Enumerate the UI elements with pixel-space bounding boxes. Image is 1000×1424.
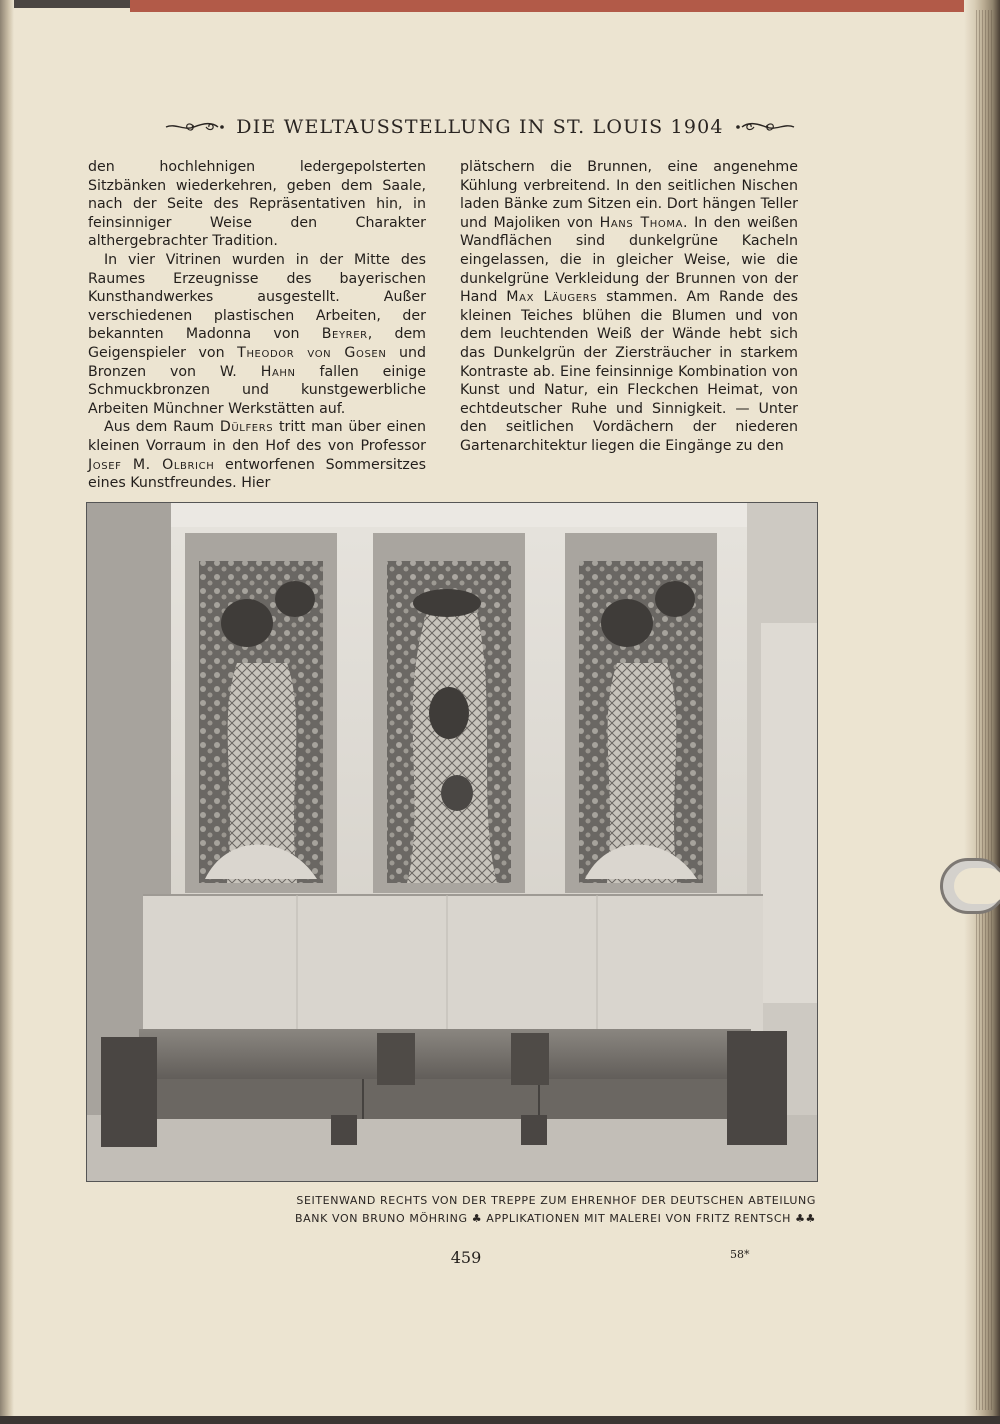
printer-signature: 58* xyxy=(730,1248,750,1261)
text-column-right xyxy=(460,158,798,456)
bottom-edge xyxy=(0,1416,1000,1424)
bookmark-clip-inner xyxy=(954,868,1000,904)
name-max-laeuger: Max Läugers xyxy=(506,289,598,306)
text-run: entworfenen Sommersitzes eines Kunstfreundes. Hier xyxy=(88,456,426,492)
running-head xyxy=(140,112,820,142)
running-head-title: DIE WELTAUSSTELLUNG IN ST. LOUIS 1904 xyxy=(236,116,724,138)
page-number: 459 xyxy=(450,1248,482,1267)
photograph xyxy=(86,502,818,1182)
name-hahn: Hahn xyxy=(260,363,296,380)
niche-right xyxy=(565,533,717,893)
text-run: , dem Geigenspieler von xyxy=(88,326,426,361)
scroll-ornament-icon xyxy=(164,119,226,135)
text-run: In vier Vitrinen wurden in der Mitte des Raumes Erzeugnisse des bayerischen Kunsthandwerkes ausgestellt. Außer verschiedenen plastischen Arbeiten, der bekannten Madonna von xyxy=(88,251,426,343)
text-run: stammen. Am Rande des kleinen Teiches blühen die Blumen und von dem leuchtenden Weiß der Wände hebt sich das Dunkelgrün der Ziersträucher in starkem Kontraste ab. Eine feinsinnige Kombination von Kunst und Natur, ein Fleckchen Heimat, von echtdeutscher Ruhe und Sinnigkeit. — Unter den seitlichen Vordächern der niederen Gartenarchitektur liegen die Eingänge zu den xyxy=(460,289,798,454)
top-edge-dark xyxy=(0,0,140,8)
photo-caption xyxy=(150,1192,816,1228)
page-stack-lines xyxy=(976,10,994,1410)
name-olbrich: Josef M. Olbrich xyxy=(88,456,215,473)
text-run: . In den weißen Wandflächen sind dunkelgrüne Kacheln eingelassen, die in gleicher Weise, wie die dunkelgrüne Verkleidung der Brunnen von der Hand xyxy=(460,214,799,306)
name-hans-thoma: Hans Thoma xyxy=(599,214,684,231)
caption-line-2: BANK VON BRUNO MÖHRING ♣ APPLIKATIONEN MIT MALEREI VON FRITZ RENTSCH ♣♣ xyxy=(295,1212,816,1225)
page-gutter xyxy=(0,0,14,1424)
text-run: und Bronzen von W. xyxy=(88,344,426,380)
top-edge-cover xyxy=(130,0,1000,12)
caption-line-1: SEITENWAND RECHTS VON DER TREPPE ZUM EHRENHOF DER DEUTSCHEN ABTEILUNG xyxy=(296,1194,816,1207)
niche-left xyxy=(185,533,337,893)
paragraph xyxy=(88,418,426,492)
photograph-wall-bench xyxy=(87,503,817,1181)
text-run: Aus dem Raum xyxy=(104,419,220,436)
scroll-ornament-icon xyxy=(734,119,796,135)
paragraph: den hochlehnigen ledergepolsterten Sitzbänken wiederkehren, geben dem Saale, nach der Seite des Repräsentativen hin, in feinsinniger Weise den Charakter althergebrachter Tradition. xyxy=(88,159,426,250)
name-beyrer: Beyrer xyxy=(321,326,368,343)
paragraph xyxy=(88,251,426,418)
name-theodor-von-gosen: Theodor von Gosen xyxy=(237,344,387,361)
text-column-left xyxy=(88,158,426,493)
paragraph xyxy=(460,158,798,456)
text-run: plätschern die Brunnen, eine angenehme Kühlung verbreitend. In den seitlichen Nischen laden Bänke zum Sitzen ein. Dort hängen Teller und Majoliken von xyxy=(460,159,798,231)
text-run: fallen einige Schmuckbronzen und kunstgewerbliche Arbeiten Münchner Werkstätten auf. xyxy=(88,363,426,417)
text-run: tritt man über einen kleinen Vorraum in den Hof des von Professor xyxy=(88,419,426,454)
niche-center xyxy=(373,533,525,893)
name-duelfers: Dülfers xyxy=(219,419,274,436)
